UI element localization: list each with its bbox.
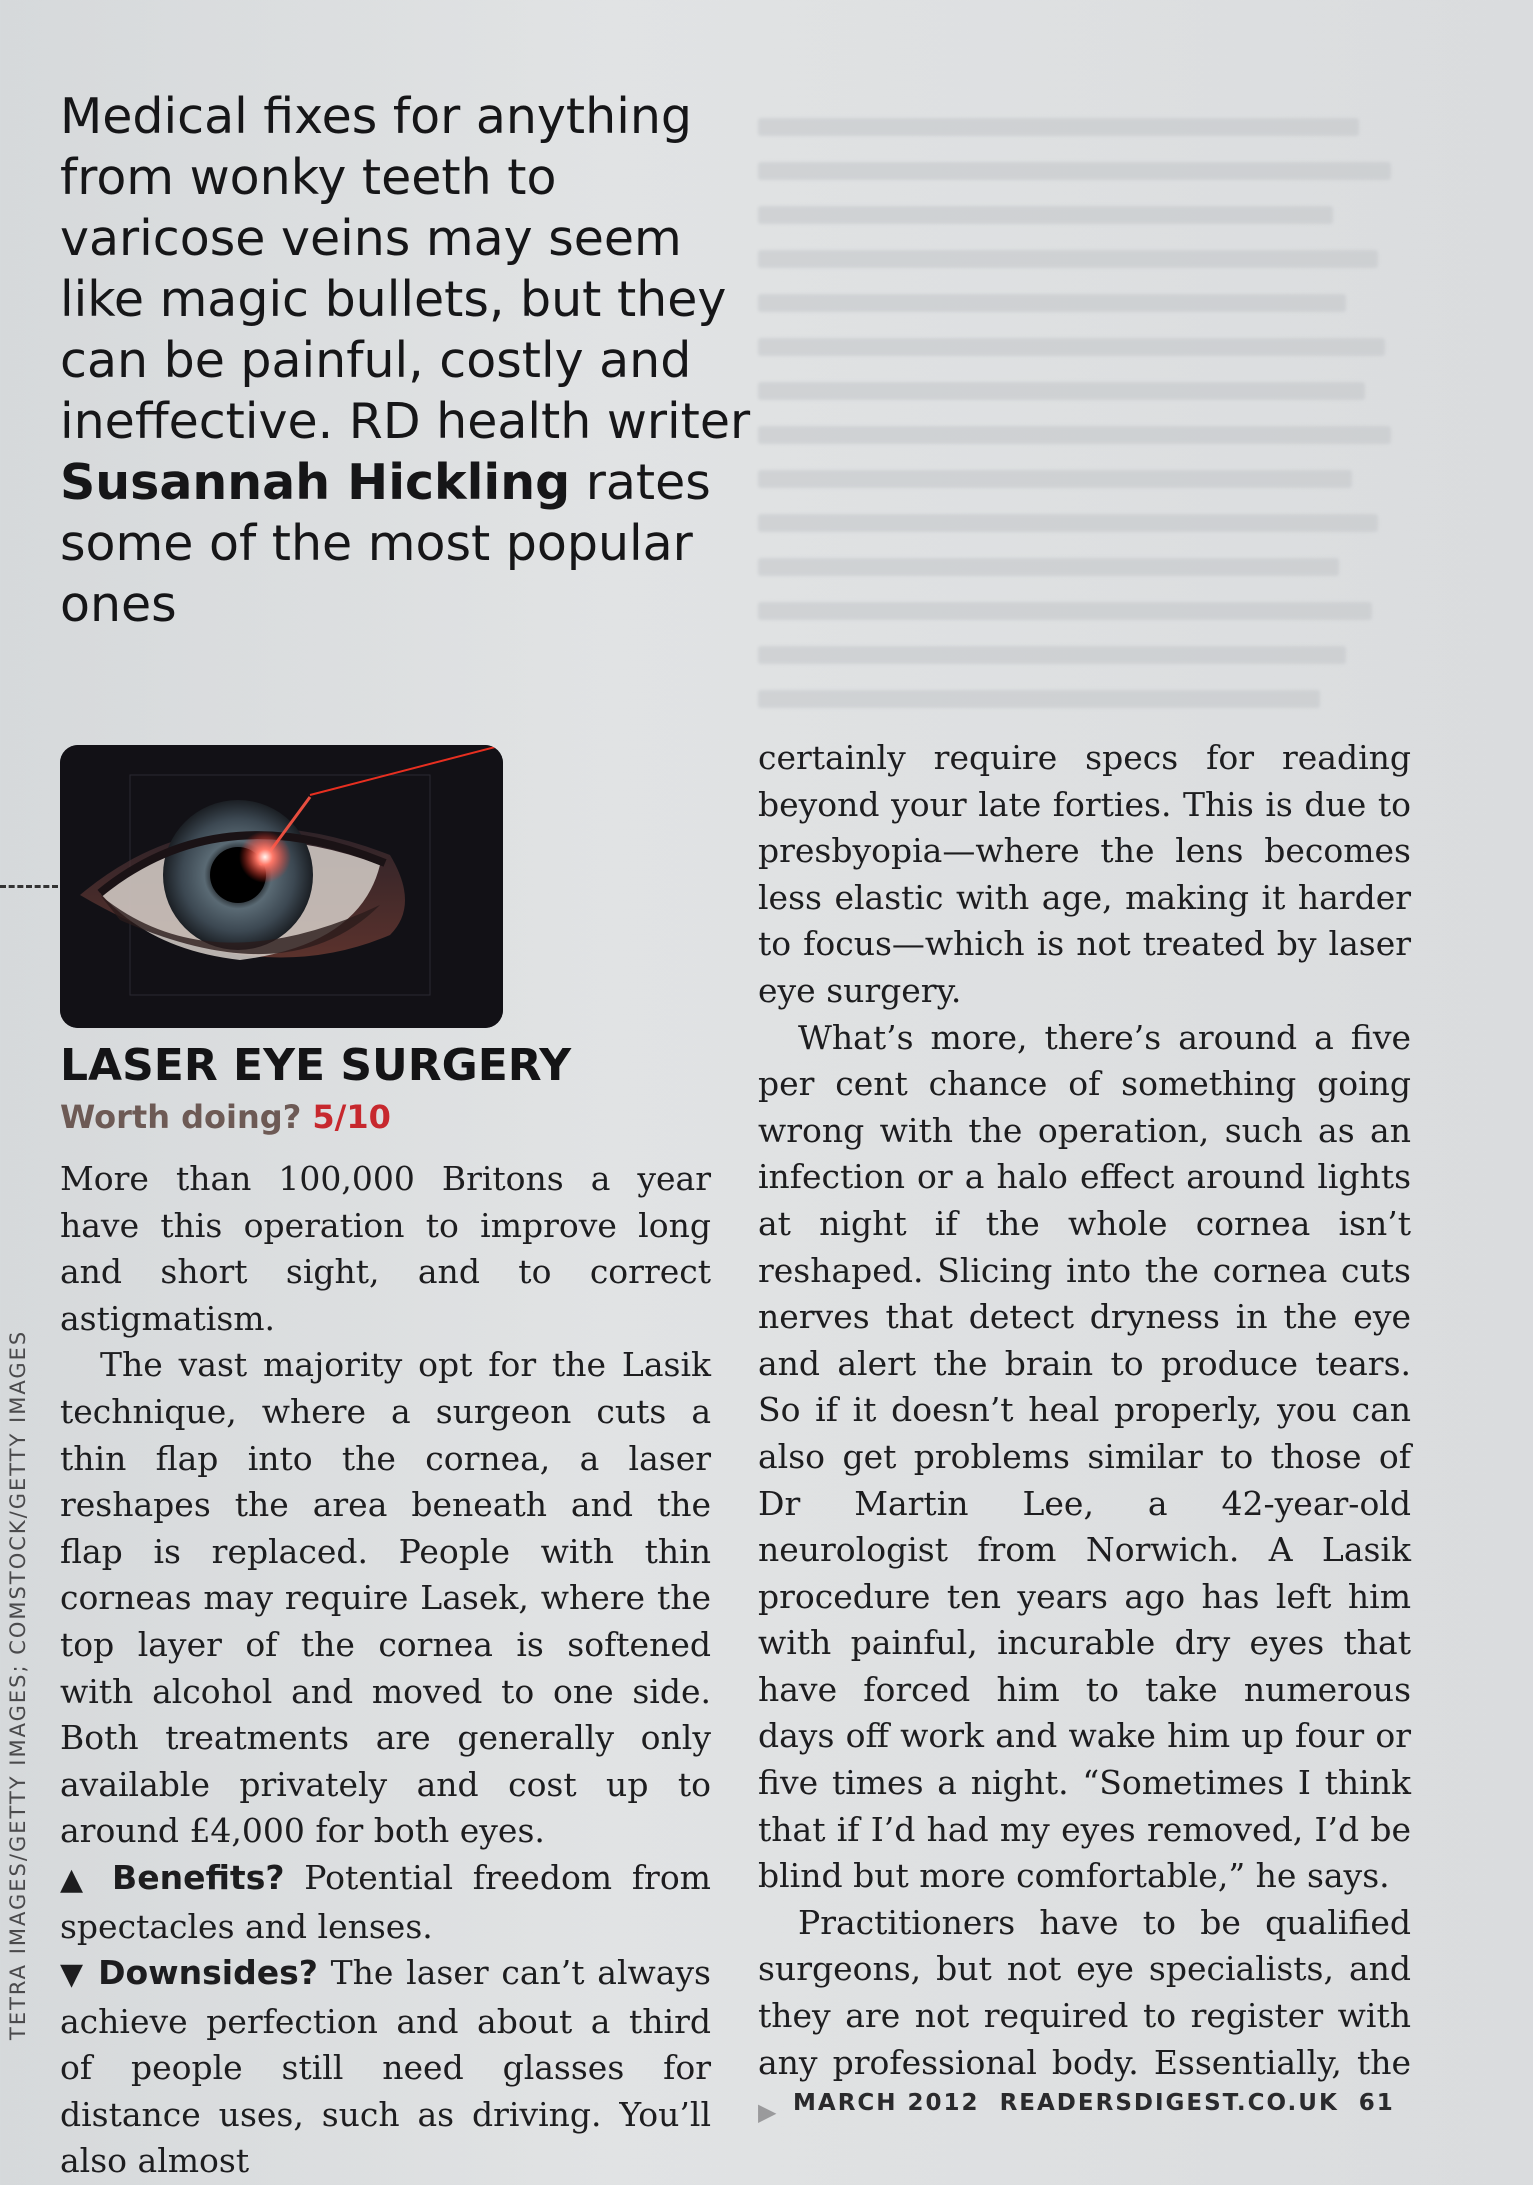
section-title: LASER EYE SURGERY <box>60 1040 572 1091</box>
page-number: 61 <box>1358 2090 1395 2116</box>
margin-dash-rule <box>0 885 58 888</box>
rating-line <box>60 1098 391 1136</box>
up-triangle-icon: ▲ <box>60 1861 93 1897</box>
left-text-column <box>60 1156 711 2185</box>
rating-label: Worth doing? <box>60 1098 302 1136</box>
downsides-paragraph <box>60 1950 711 2185</box>
body-paragraph: The vast majority opt for the Lasik technique, where a surgeon cuts a thin flap into the cornea, a laser reshapes the area beneath and the flap is replaced. People with thin corneas may require Lasek, where the top layer of the cornea is softened with alcohol and moved to one side. Both treatments are generally only available privately and cost up to around £4,000 for both eyes. <box>60 1345 711 1851</box>
body-paragraph: certainly require specs for reading beyond your late forties. This is due to presbyopia—where the lens becomes less elastic with age, making it harder to focus—which is not treated by laser eye surgery. <box>758 738 1411 1010</box>
intro-text-end: rates some of the most popular ones <box>60 454 711 633</box>
photo-credit: TETRA IMAGES/GETTY IMAGES; COMSTOCK/GETTY IMAGES <box>6 1329 30 2040</box>
benefits-label: Benefits? <box>112 1857 285 1897</box>
intro-text-start: Medical fixes for anything from wonky teeth to varicose veins may seem like magic bullets, but they can be painful, costly and ineffective. RD health writer <box>60 88 751 450</box>
continue-arrow-icon: ▶ <box>758 2098 777 2127</box>
down-triangle-icon: ▼ <box>60 1957 86 1993</box>
downsides-label: Downsides? <box>98 1953 318 1993</box>
body-paragraph-text: Practitioners have to be qualified surgeons, but not eye specialists, and they are not required to register with any professional body. Essentially, the <box>758 1902 1411 2082</box>
show-through-text <box>758 104 1411 720</box>
page-footer <box>793 2090 1395 2116</box>
laser-eye-photo <box>60 745 503 1028</box>
benefits-text: Potential freedom from spectacles and lenses. <box>60 1857 711 1946</box>
downsides-text: The laser can’t always achieve perfection and about a third of people still need glasses for distance uses, such as driving. You’ll also almost <box>60 1953 711 2181</box>
rating-score: 5/10 <box>312 1098 391 1136</box>
right-text-column <box>758 735 1411 2136</box>
website: READERSDIGEST.CO.UK <box>999 2090 1339 2116</box>
author-name: Susannah Hickling <box>60 454 571 511</box>
issue-date: MARCH 2012 <box>793 2090 980 2116</box>
benefits-paragraph <box>60 1855 711 1950</box>
body-paragraph: More than 100,000 Britons a year have this operation to improve long and short sight, and to correct astigmatism. <box>60 1159 711 1338</box>
intro-standfirst <box>60 86 760 635</box>
body-paragraph: What’s more, there’s around a five per cent chance of something going wrong with the operation, such as an infection or a halo effect around lights at night if the whole cornea isn’t reshaped. Slicing into the cornea cuts nerves that detect dryness in the eye and alert the brain to produce tears. So if it doesn’t heal properly, you can also get problems similar to those of Dr Martin Lee, a 42-year-old neurologist from Norwich. A Lasik procedure ten years ago has left him with painful, incurable dry eyes that have forced him to take numerous days off work and wake him up four or five times a night. “Sometimes I think that if I’d had my eyes removed, I’d be blind but more comfortable,” he says. <box>758 1017 1411 1896</box>
